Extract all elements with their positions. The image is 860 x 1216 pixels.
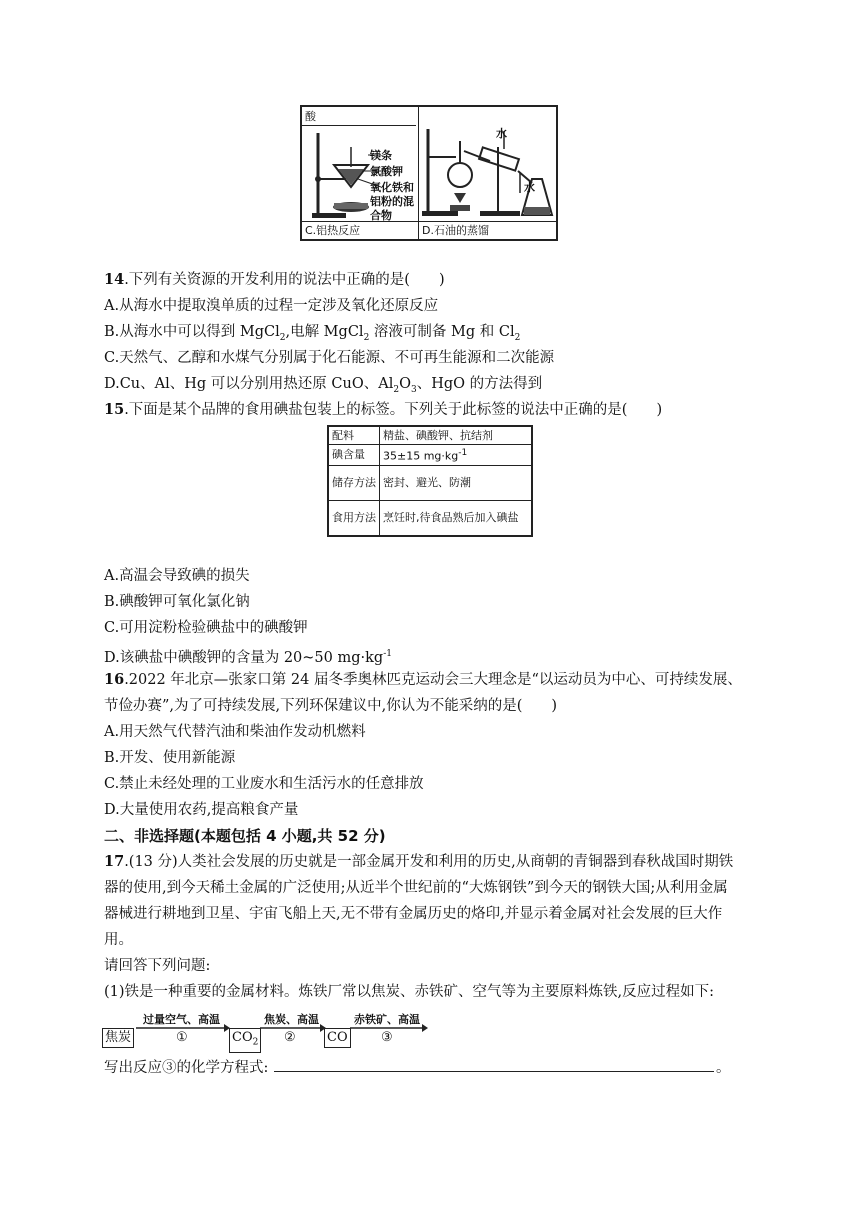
q15-option-a: A.高温会导致碘的损失 xyxy=(104,568,250,584)
q17-para-line4: 用。 xyxy=(104,932,133,948)
q14-option-c: C.天然气、乙醇和水煤气分别属于化石能源、不可再生能源和二次能源 xyxy=(104,350,555,366)
q15-option-b: B.碘酸钾可氧化氯化钠 xyxy=(104,594,250,610)
flow-box-co: CO xyxy=(324,1028,351,1048)
q15-option-d: D.该碘盐中碘酸钾的含量为 20~50 $mg\cdot kg^{-1}$ xyxy=(104,649,392,666)
q16-option-b: B.开发、使用新能源 xyxy=(104,750,236,766)
q14-option-d: D.Cu、Al、Hg 可以分别用热还原 CuO、$Al_2O_3$、HgO 的方法得到 xyxy=(104,376,543,395)
q15-option-c: C.可用淀粉检验碘盐中的碘酸钾 xyxy=(104,620,308,636)
q14-stem: 14.下列有关资源的开发利用的说法中正确的是( ) xyxy=(104,271,445,288)
q16-stem-line2: 节俭办赛”,为了可持续发展,下列环保建议中,你认为不能采纳的是( ) xyxy=(104,698,558,714)
label-kclo3: 氯酸钾 xyxy=(370,165,403,178)
q17-para-line1: 17.(13 分)人类社会发展的历史就是一部金属开发和利用的历史,从商朝的青铜器到春秋战国时期铁 xyxy=(104,853,734,870)
apparatus-figure xyxy=(300,105,558,241)
table-row: 食用方法 烹饪时,待食品熟后加入碘盐 xyxy=(328,500,532,536)
distillation-apparatus-drawing xyxy=(420,127,556,222)
q14-option-b: B.从海水中可以得到 MgCl$_2$,电解 MgCl$_2$ 溶液可制备 Mg 和 $Cl_2$ xyxy=(104,324,521,343)
flow-arrow-1-label: 过量空气、高温 xyxy=(143,1013,220,1026)
label-mix-1: 氧化铁和 xyxy=(370,181,414,194)
q16-option-a: A.用天然气代替汽油和柴油作发动机燃料 xyxy=(104,724,366,740)
answer-end-punct: 。 xyxy=(716,1060,731,1076)
label-mix-3: 合物 xyxy=(370,209,392,222)
table-row: 配料 精盐、碘酸钾、抗结剂 xyxy=(328,426,532,445)
table-row: 储存方法 密封、避光、防潮 xyxy=(328,465,532,500)
q16-option-c: C.禁止未经处理的工业废水和生活污水的任意排放 xyxy=(104,776,424,792)
flow-box-co2: $CO_2$ xyxy=(229,1028,261,1053)
flow-box-coke: 焦炭 xyxy=(102,1028,134,1048)
iodized-salt-label-table xyxy=(327,425,533,537)
label-water-out: 水 xyxy=(524,181,535,194)
flow-step-1: ① xyxy=(176,1030,188,1045)
caption-distillation: D.石油的蒸馏 xyxy=(422,224,489,237)
q17-para-line2: 器的使用,到今天稀土金属的广泛使用;从近半个世纪前的“大炼钢铁”到今天的钢铁大国;从利用金属 xyxy=(104,880,728,896)
q16-option-d: D.大量使用农药,提高粮食产量 xyxy=(104,802,299,818)
answer-blank[interactable] xyxy=(274,1071,714,1072)
flow-arrow-2-label: 焦炭、高温 xyxy=(264,1013,319,1026)
q14-option-a: A.从海水中提取溴单质的过程一定涉及氧化还原反应 xyxy=(104,298,439,314)
label-mix-2: 铝粉的混 xyxy=(370,195,414,208)
q15-stem: 15.下面是某个品牌的食用碘盐包装上的标签。下列关于此标签的说法中正确的是( ) xyxy=(104,401,663,418)
flow-step-3: ③ xyxy=(381,1030,393,1045)
caption-thermite: C.铝热反应 xyxy=(305,224,361,237)
label-water-in: 水 xyxy=(496,127,507,140)
q17-subquestion-1: (1)铁是一种重要的金属材料。炼铁厂常以焦炭、赤铁矿、空气等为主要原料炼铁,反应过程如下: xyxy=(104,984,715,1000)
flow-arrow-3-label: 赤铁矿、高温 xyxy=(354,1013,420,1026)
figure-label-acid: 酸 xyxy=(305,110,316,123)
label-mg-strip: 镁条 xyxy=(370,149,392,162)
flow-step-2: ② xyxy=(284,1030,296,1045)
q16-stem-line1: 16.2022 年北京—张家口第 24 届冬季奥林匹克运动会三大理念是“以运动员为中心、可持续发展、 xyxy=(104,671,742,688)
q17-write-equation: 写出反应③的化学方程式: xyxy=(104,1060,269,1076)
table-row: 碘含量 35±15 $mg\cdot kg^{-1}$ xyxy=(328,445,532,466)
q17-prompt: 请回答下列问题: xyxy=(104,958,211,974)
figure-divider xyxy=(418,107,419,239)
section-heading: 二、非选择题(本题包括 4 小题,共 52 分) xyxy=(104,827,386,845)
q17-para-line3: 器械进行耕地到卫星、宇宙飞船上天,无不带有金属历史的烙印,并显示着金属对社会发展的巨大作 xyxy=(104,906,723,922)
